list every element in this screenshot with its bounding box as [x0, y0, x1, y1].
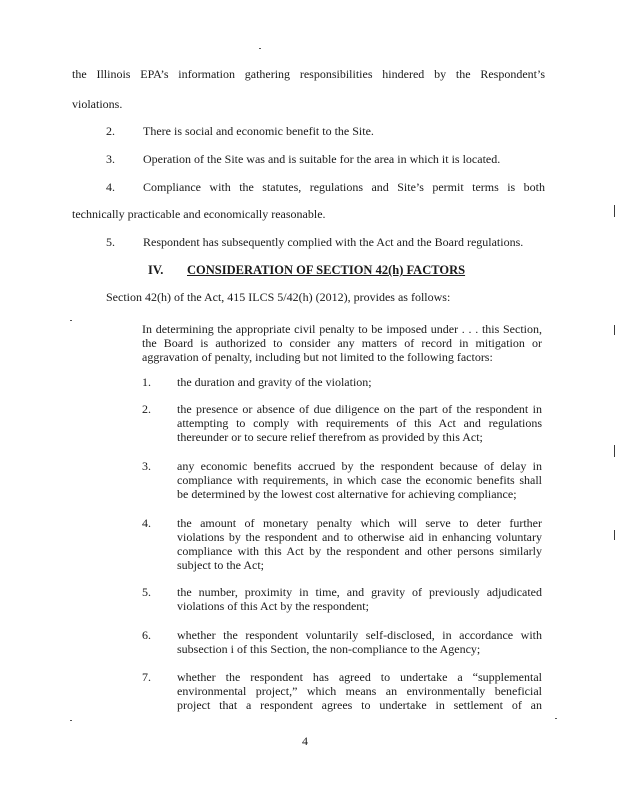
factor-line: violations of this Act by the respondent;	[177, 599, 369, 613]
item-text: There is social and economic benefit to the Site.	[143, 124, 374, 138]
factor-number: 1.	[142, 375, 151, 389]
item-number: 3.	[106, 152, 115, 166]
factor-number: 2.	[142, 402, 151, 416]
factor-line: the duration and gravity of the violation;	[177, 375, 372, 389]
factor-number: 4.	[142, 516, 151, 530]
factor-line: subject to the Act;	[177, 558, 264, 572]
factor-line: whether the respondent has agreed to undertake a “supplemental	[177, 670, 542, 684]
factor-number: 3.	[142, 459, 151, 473]
section-title-text: CONSIDERATION OF SECTION 42(h) FACTORS	[187, 263, 466, 277]
quote-line: aggravation of penalty, including but not limited to the following factors:	[142, 350, 493, 364]
item-text: Compliance with the statutes, regulations and Site’s permit terms is both	[143, 180, 545, 194]
factor-line: thereunder or to secure relief therefrom as provided by this Act;	[177, 430, 483, 444]
factor-line: environmental project,” which means an environmentally beneficial	[177, 684, 542, 698]
factor-line: whether the respondent voluntarily self-disclosed, in accordance with	[177, 628, 542, 642]
factor-line: the presence or absence of due diligence on the part of the respondent in	[177, 402, 542, 416]
factor-line: violations by the respondent and to otherwise aid in enhancing voluntary	[177, 530, 542, 544]
factor-line: compliance with requirements, in which case the economic benefits shall	[177, 473, 542, 487]
section-title	[187, 263, 465, 278]
factor-line: any economic benefits accrued by the respondent because of delay in	[177, 459, 542, 473]
paragraph-line: the Illinois EPA’s information gathering responsibilities hindered by the Respondent’s	[72, 67, 545, 81]
scan-speck	[555, 718, 557, 719]
item-text-continued: technically practicable and economically reasonable.	[72, 207, 326, 221]
factor-number: 5.	[142, 585, 151, 599]
factor-line: the amount of monetary penalty which will serve to deter further	[177, 516, 542, 530]
factor-number: 6.	[142, 628, 151, 642]
scan-mark	[614, 205, 615, 217]
intro-text: Section 42(h) of the Act, 415 ILCS 5/42(h) (2012), provides as follows:	[106, 290, 451, 304]
paragraph-line: violations.	[72, 97, 123, 111]
scan-speck	[70, 720, 72, 721]
item-number: 2.	[106, 124, 115, 138]
factor-line: attempting to comply with requirements of this Act and regulations	[177, 416, 542, 430]
factor-number: 7.	[142, 670, 151, 684]
item-number: 5.	[106, 235, 115, 249]
factor-line: be determined by the lowest cost alternative for achieving compliance;	[177, 487, 517, 501]
scan-mark	[614, 325, 615, 335]
item-text: Operation of the Site was and is suitable for the area in which it is located.	[143, 152, 501, 166]
factor-line: the number, proximity in time, and gravity of previously adjudicated	[177, 585, 542, 599]
item-text: Respondent has subsequently complied with the Act and the Board regulations.	[143, 235, 524, 249]
factor-line: compliance with this Act by the respondent and other persons similarly	[177, 544, 542, 558]
quote-line: the Board is authorized to consider any matters of record in mitigation or	[142, 336, 542, 350]
scan-mark	[614, 445, 615, 457]
scan-mark	[614, 530, 615, 540]
item-number: 4.	[106, 180, 115, 194]
scan-speck	[259, 48, 261, 49]
quote-line: In determining the appropriate civil penalty to be imposed under . . . this Section,	[142, 322, 542, 336]
section-numeral: IV.	[148, 263, 164, 277]
page-number: 4	[302, 734, 308, 748]
scan-speck	[70, 320, 72, 321]
factor-line: subsection i of this Section, the non-compliance to the Agency;	[177, 642, 481, 656]
factor-line: project that a respondent agrees to undertake in settlement of an	[177, 698, 542, 712]
